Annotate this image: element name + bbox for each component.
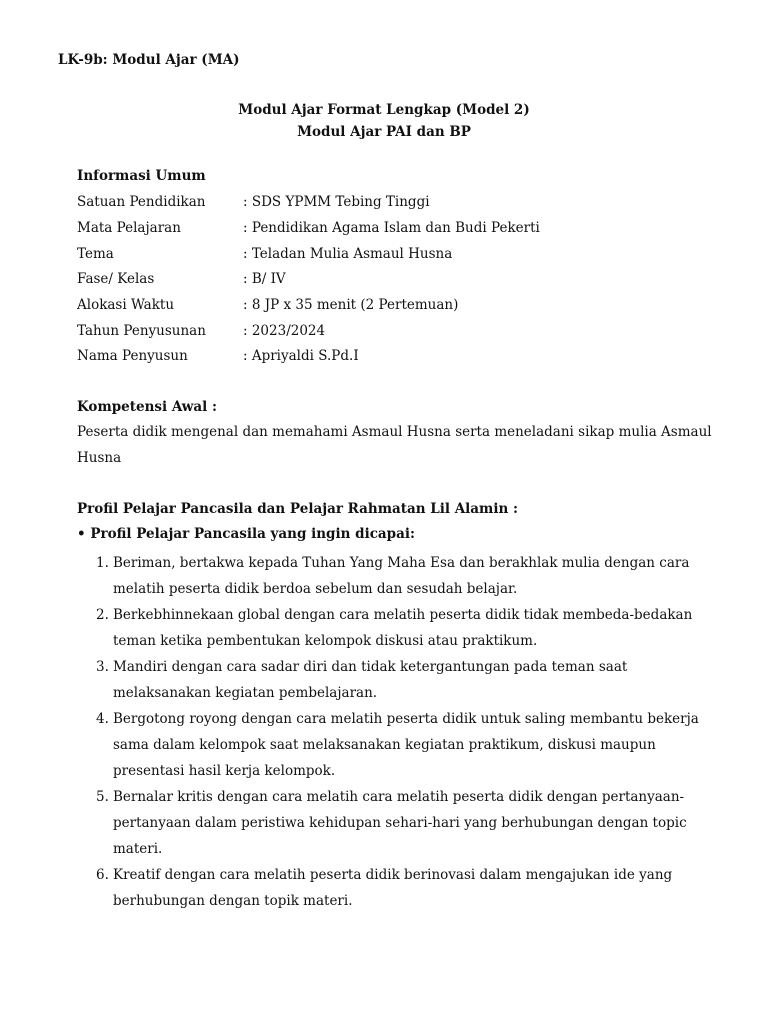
info-value: : B/ IV (243, 271, 286, 287)
kompetensi-awal-heading: Kompetensi Awal : (77, 399, 217, 415)
info-label: Alokasi Waktu (77, 297, 175, 313)
list-item-text: Kreatif dengan cara melatih peserta didik berinovasi dalam mengajukan ide yang berhubungan dengan topik materi. (113, 867, 673, 909)
info-label: Mata Pelajaran (77, 220, 181, 236)
info-value: : Apriyaldi S.Pd.I (243, 348, 359, 364)
kompetensi-awal-text: Peserta didik mengenal dan memahami Asmaul Husna serta meneladani sikap mulia Asmaul Husna (77, 424, 712, 466)
info-value: : 2023/2024 (243, 323, 326, 339)
info-label: Fase/ Kelas (77, 271, 155, 287)
info-label: Tahun Penyusunan (77, 323, 206, 339)
list-item-text: Berkebhinnekaan global dengan cara melatih peserta didik tidak membeda-bedakan teman ketika pembentukan kelompok diskusi atau praktikum. (113, 607, 693, 649)
list-item (77, 602, 717, 654)
informasi-umum-heading: Informasi Umum (77, 168, 206, 184)
list-item-number: 5. (96, 789, 109, 805)
list-item-number: 3. (96, 659, 109, 675)
profil-list (77, 550, 717, 914)
list-item-number: 1. (96, 555, 109, 571)
info-value: : SDS YPMM Tebing Tinggi (243, 194, 430, 210)
list-item-number: 2. (96, 607, 109, 623)
list-item-text: Beriman, bertakwa kepada Tuhan Yang Maha Esa dan berakhlak mulia dengan cara melatih peserta didik berdoa sebelum dan sesudah belajar. (113, 555, 690, 597)
document-subtitle: Modul Ajar PAI dan BP (297, 124, 471, 140)
profil-heading: Profil Pelajar Pancasila dan Pelajar Rahmatan Lil Alamin : (77, 501, 518, 517)
document-title: Modul Ajar Format Lengkap (Model 2) (238, 102, 530, 118)
list-item-text: Mandiri dengan cara sadar diri dan tidak ketergantungan pada teman saat melaksanakan kegiatan pembelajaran. (113, 659, 628, 701)
list-item (77, 706, 717, 784)
list-item-text: Bernalar kritis dengan cara melatih cara melatih peserta didik dengan pertanyaan-pertanyaan dalam peristiwa kehidupan sehari-hari yang berhubungan dengan topic materi. (113, 789, 687, 857)
info-value: : Pendidikan Agama Islam dan Budi Pekerti (243, 220, 540, 236)
list-item (77, 550, 717, 602)
info-value: : Teladan Mulia Asmaul Husna (243, 246, 453, 262)
worksheet-label: LK-9b: Modul Ajar (MA) (58, 52, 240, 68)
list-item (77, 784, 717, 862)
list-item (77, 862, 717, 914)
list-item-text: Bergotong royong dengan cara melatih peserta didik untuk saling membantu bekerja sama dalam kelompok saat melaksanakan kegiatan praktikum, diskusi maupun presentasi hasil kerja kelompok. (113, 711, 699, 779)
info-value: : 8 JP x 35 menit (2 Pertemuan) (243, 297, 459, 313)
list-item (77, 654, 717, 706)
list-item-number: 6. (96, 867, 109, 883)
info-label: Satuan Pendidikan (77, 194, 206, 210)
list-item-number: 4. (96, 711, 109, 727)
info-label: Nama Penyusun (77, 348, 188, 364)
profil-subheading: • Profil Pelajar Pancasila yang ingin dicapai: (77, 526, 415, 542)
info-label: Tema (77, 246, 114, 262)
